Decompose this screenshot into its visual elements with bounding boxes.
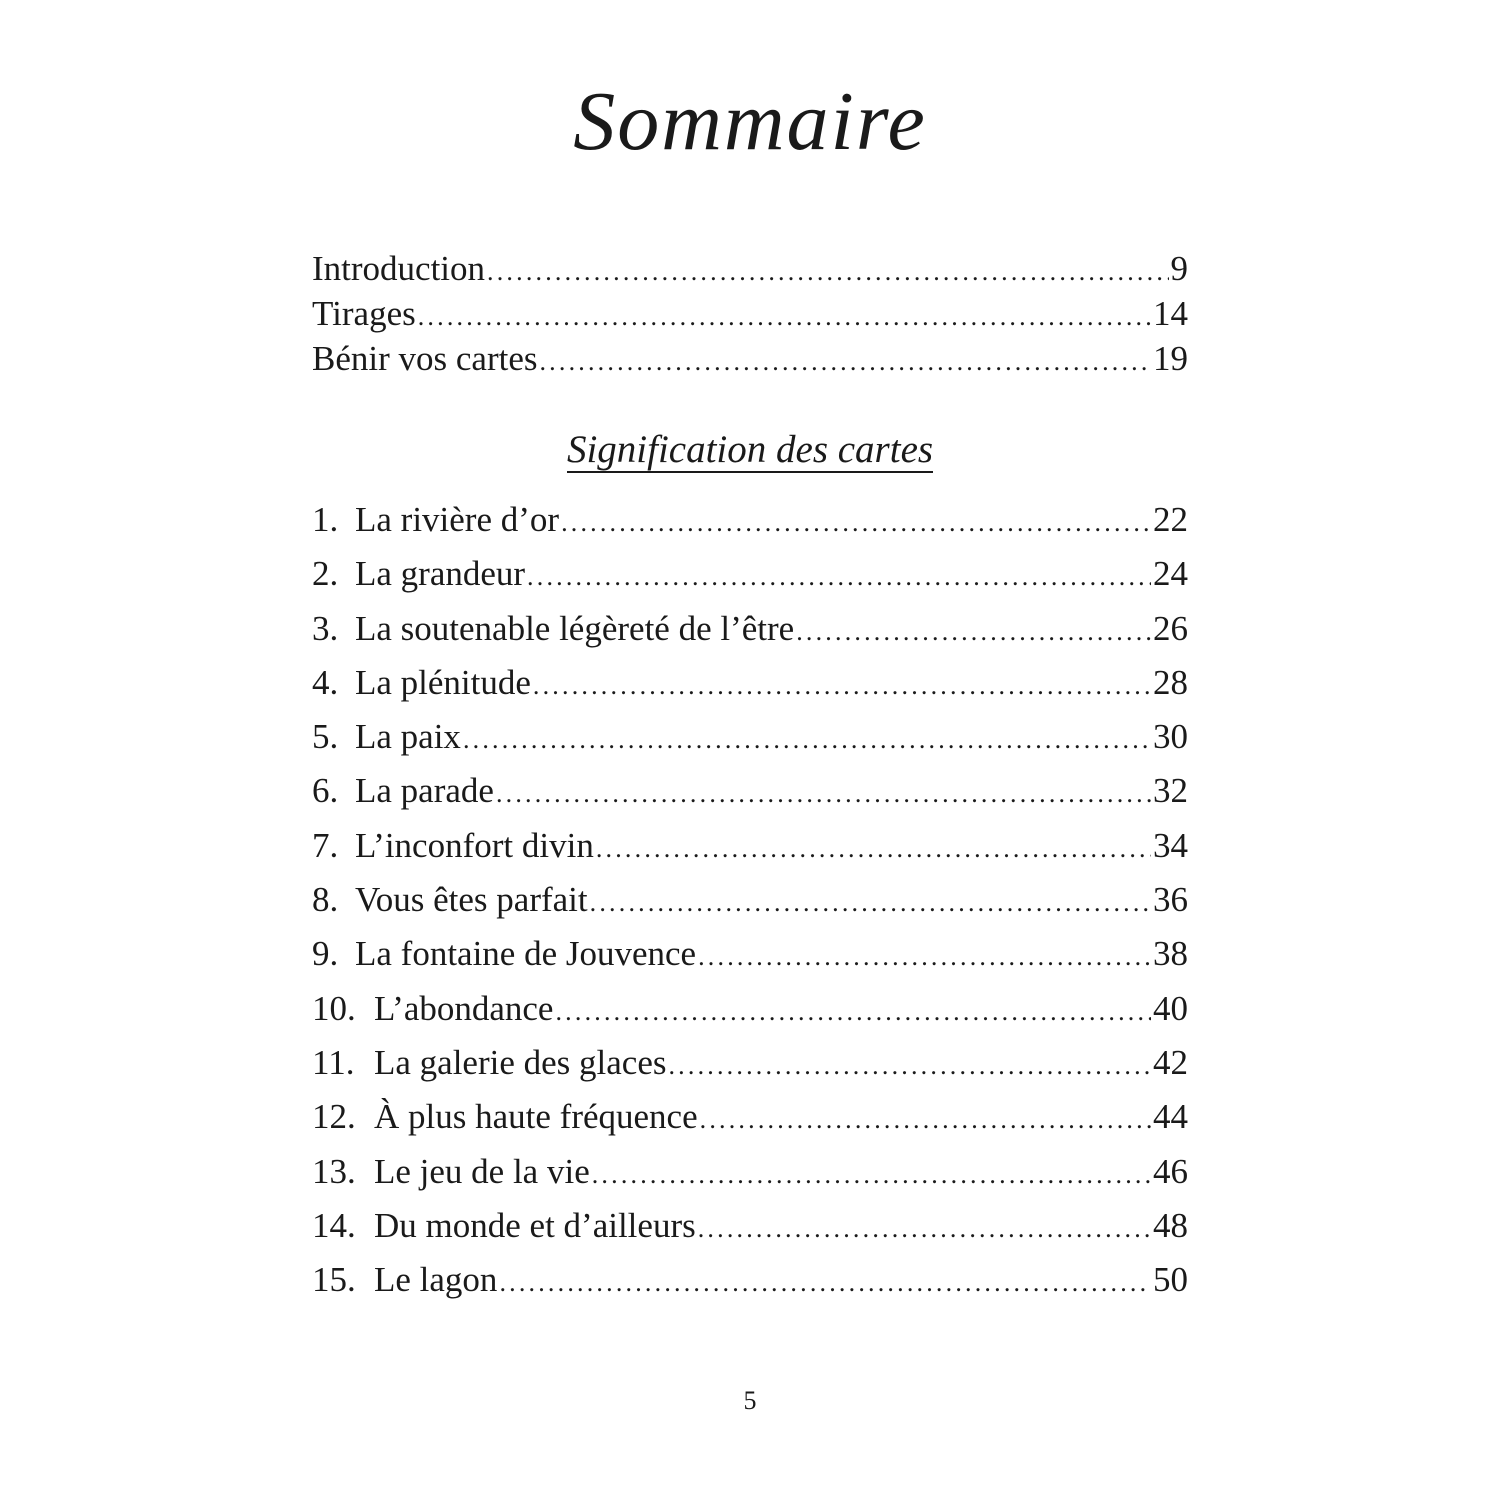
dot-leader [592, 1148, 1151, 1202]
toc-entry-label: L’inconfort divin [355, 825, 594, 865]
dot-leader [555, 985, 1151, 1039]
dot-leader [796, 605, 1151, 659]
toc-entry-number: 8. [312, 880, 339, 920]
toc-entry-number: 11. [312, 1042, 355, 1082]
toc-entry-page: 48 [1153, 1205, 1188, 1245]
toc-entry-number: 5. [312, 717, 339, 757]
toc-entry-label: Le jeu de la vie [374, 1151, 590, 1191]
toc-entry-label: La grandeur [355, 554, 526, 594]
toc-entry-card-13 [312, 1145, 1188, 1199]
toc-entry-label: La plénitude [355, 662, 531, 702]
toc-entry-page: 9 [1170, 249, 1188, 288]
toc-entry-page: 46 [1153, 1151, 1188, 1191]
page-number: 5 [743, 1386, 757, 1415]
toc-entry-number: 6. [312, 771, 339, 811]
toc-entry-label: Vous êtes parfait [355, 880, 588, 920]
toc-entry-label: L’abondance [374, 988, 554, 1028]
toc-entry-label: La parade [355, 771, 494, 811]
toc-entry-card-1 [312, 493, 1188, 547]
dot-leader [539, 339, 1151, 384]
toc-entry-label: À plus haute fréquence [374, 1097, 698, 1137]
toc-entry-number: 12. [312, 1097, 356, 1137]
dot-leader [496, 767, 1151, 821]
toc-entry-page: 38 [1153, 934, 1188, 974]
dot-leader [700, 1093, 1151, 1147]
toc-entry-card-14 [312, 1199, 1188, 1253]
toc-entry-page: 19 [1153, 339, 1188, 378]
toc-entry-label: Introduction [312, 249, 486, 288]
toc-entry-card-8 [312, 873, 1188, 927]
toc-entry-label: Bénir vos cartes [312, 339, 538, 378]
toc-entry-label: La soutenable légèreté de l’être [355, 608, 795, 648]
toc-entry-label: Tirages [312, 294, 416, 333]
toc-entry-number: 14. [312, 1205, 356, 1245]
toc-entry-label: Du monde et d’ailleurs [374, 1205, 696, 1245]
toc-entry-page: 42 [1153, 1042, 1188, 1082]
toc-entry-card-5 [312, 710, 1188, 764]
toc-entry-page: 22 [1153, 500, 1188, 539]
toc-entry-benir [312, 336, 1188, 381]
toc-entry-card-7 [312, 819, 1188, 873]
toc-entry-number: 7. [312, 825, 339, 865]
toc-entry-number: 10. [312, 988, 356, 1028]
cards-toc [312, 493, 1188, 1307]
toc-entry-page: 40 [1153, 988, 1188, 1028]
toc-entry-card-9 [312, 927, 1188, 981]
toc-entry-tirages [312, 291, 1188, 336]
toc-entry-number: 3. [312, 608, 339, 648]
toc-entry-label: Le lagon [374, 1260, 498, 1300]
toc-entry-page: 30 [1153, 717, 1188, 757]
toc-entry-card-15 [312, 1253, 1188, 1307]
toc-entry-number: 1. [312, 500, 339, 539]
dot-leader [698, 930, 1151, 984]
toc-entry-label: La rivière d’or [355, 500, 560, 539]
toc-entry-card-10 [312, 982, 1188, 1036]
toc-entry-card-6 [312, 764, 1188, 818]
toc-entry-number: 13. [312, 1151, 356, 1191]
section-heading [0, 425, 1500, 475]
toc-entry-label: La fontaine de Jouvence [355, 934, 697, 974]
dot-leader [590, 876, 1151, 930]
dot-leader [499, 1256, 1151, 1310]
toc-entry-label: La galerie des glaces [374, 1042, 667, 1082]
toc-entry-label: La paix [355, 717, 461, 757]
dot-leader [698, 1202, 1151, 1256]
toc-entry-card-3 [312, 602, 1188, 656]
toc-entry-page: 14 [1153, 294, 1188, 333]
toc-entry-page: 26 [1153, 608, 1188, 648]
toc-entry-page: 50 [1153, 1260, 1188, 1300]
dot-leader [527, 550, 1151, 604]
toc-entry-card-2 [312, 547, 1188, 601]
dot-leader [533, 659, 1151, 713]
toc-entry-number: 9. [312, 934, 339, 974]
dot-leader [668, 1039, 1151, 1093]
toc-entry-card-12 [312, 1090, 1188, 1144]
toc-entry-page: 28 [1153, 662, 1188, 702]
toc-entry-page: 24 [1153, 554, 1188, 594]
toc-entry-page: 36 [1153, 880, 1188, 920]
toc-entry-number: 2. [312, 554, 339, 594]
toc-entry-introduction [312, 246, 1188, 291]
section-heading-text: Signification des cartes [566, 428, 934, 471]
dot-leader [463, 713, 1151, 767]
toc-entry-card-11 [312, 1036, 1188, 1090]
toc-entry-card-4 [312, 656, 1188, 710]
dot-leader [418, 294, 1151, 339]
dot-leader [561, 496, 1151, 550]
toc-entry-page: 44 [1153, 1097, 1188, 1137]
toc-entry-number: 4. [312, 662, 339, 702]
dot-leader [596, 822, 1151, 876]
toc-entry-number: 15. [312, 1260, 356, 1300]
toc-entry-page: 32 [1153, 771, 1188, 811]
dot-leader [487, 249, 1168, 294]
page-title: Sommaire [573, 75, 927, 168]
toc-entry-page: 34 [1153, 825, 1188, 865]
intro-toc [312, 246, 1188, 381]
